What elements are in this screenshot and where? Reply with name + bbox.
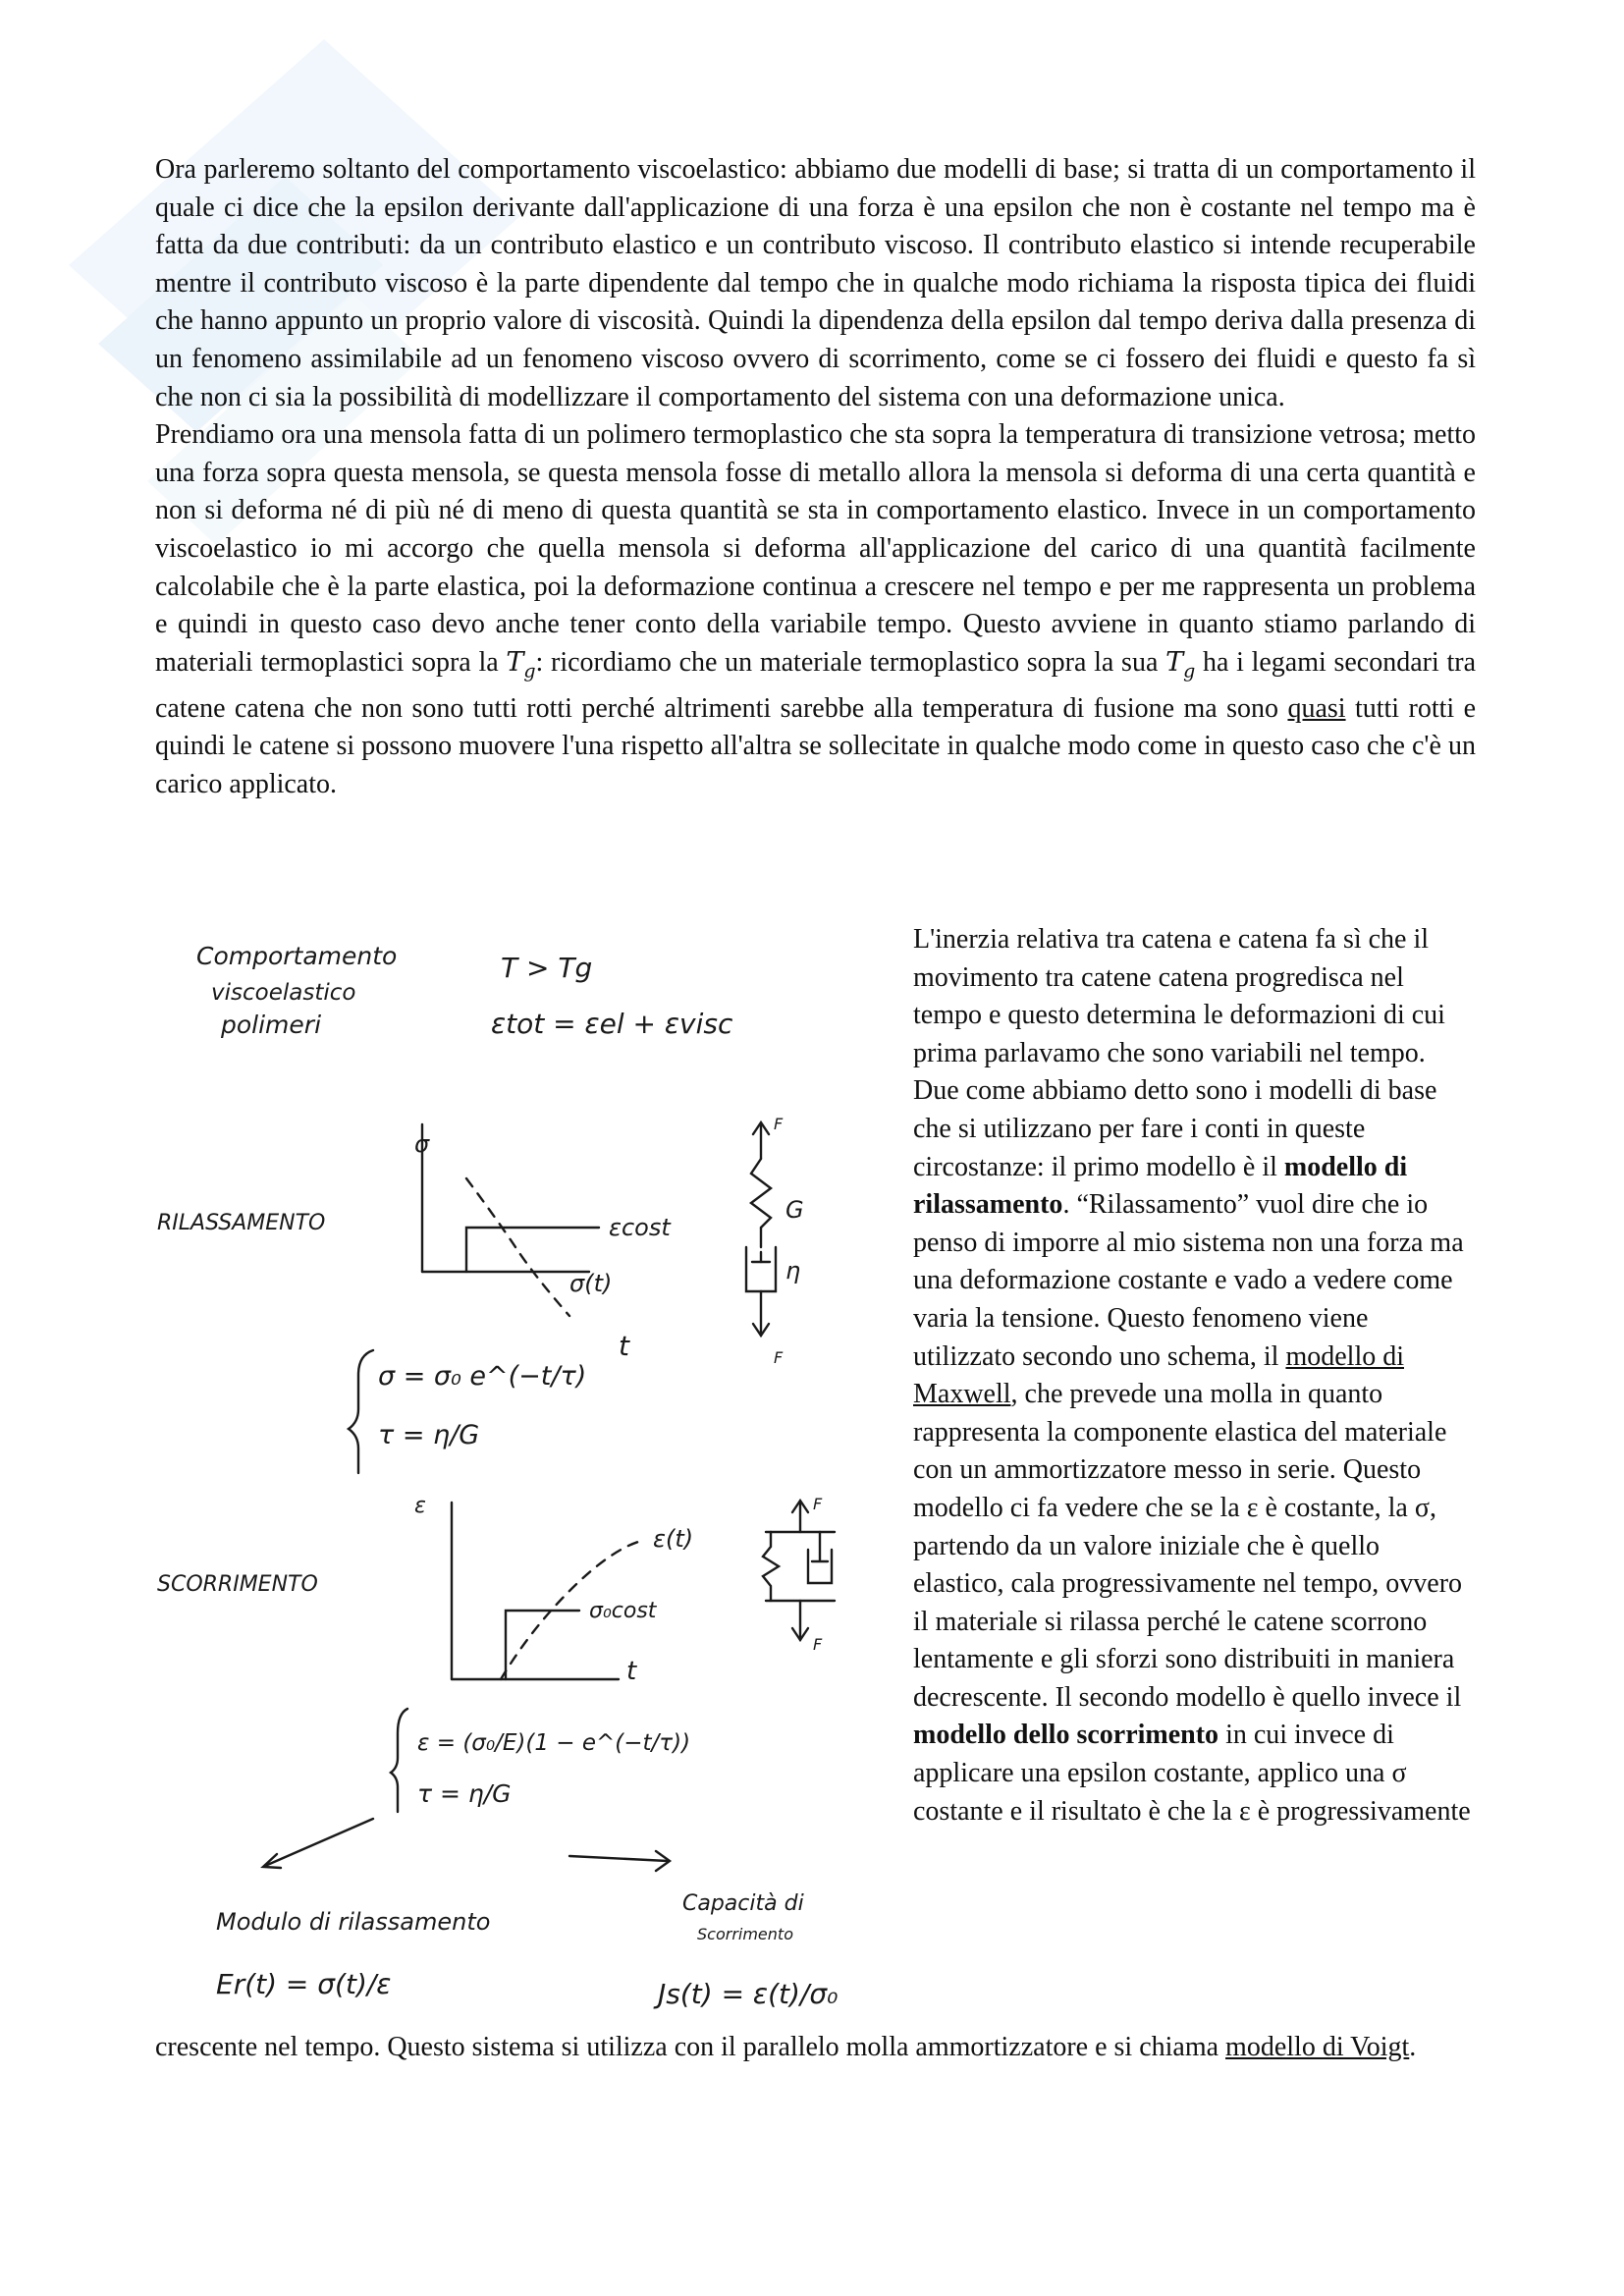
title-line-2: viscoelastico	[211, 980, 356, 1006]
maxwell-spring	[751, 1159, 771, 1228]
scor-sigma-cost-label: σ₀cost	[589, 1599, 657, 1623]
handwritten-diagram	[157, 923, 903, 2013]
tg-symbol: $T_g$	[506, 646, 536, 683]
link-voigt: modello di Voigt	[1225, 2032, 1410, 2062]
condition-t-tg: T > Tg	[501, 952, 593, 984]
rel-eps-cost-label: εcost	[609, 1214, 671, 1241]
body-text-top	[155, 151, 1476, 803]
scor-eps-t-label: ε(t)	[653, 1525, 694, 1553]
title-line-3: polimeri	[221, 1011, 322, 1039]
paragraph-voigt: crescente nel tempo. Questo sistema si utilizza con il parallelo molla ammortizzatore e si chiama modello di Voigt.	[155, 2032, 1417, 2062]
rel-sigma-curve	[466, 1178, 569, 1316]
tg-symbol: $T_g$	[1165, 646, 1196, 683]
scor-brace	[391, 1709, 407, 1812]
rel-sigma-t-label: σ(t)	[569, 1270, 613, 1297]
bold-modello-rilassamento: modello di rilassamento	[913, 1151, 1408, 1221]
maxwell-f-bottom: F	[774, 1348, 784, 1367]
body-text-bottom	[155, 2029, 1476, 2067]
label-scorrimento: SCORRIMENTO	[157, 1572, 318, 1597]
voigt-f-top: F	[813, 1495, 823, 1513]
capacita-scorrimento-label-1: Capacità di	[682, 1891, 804, 1916]
dashpot-eta-label: η	[785, 1257, 801, 1285]
scor-t-label: t	[626, 1657, 637, 1686]
rel-equation-2: τ = η/G	[378, 1420, 480, 1450]
scor-eps-label: ε	[414, 1494, 426, 1518]
title-line-1: Comportamento	[196, 942, 398, 970]
rel-t-label: t	[619, 1330, 629, 1362]
arrow-to-capacita	[569, 1856, 668, 1861]
link-maxwell: modello di Maxwell	[913, 1340, 1404, 1410]
voigt-f-bottom: F	[813, 1635, 823, 1654]
capacita-scorrimento-label-2: Scorrimento	[697, 1925, 793, 1943]
equation-total-strain: εtot = εel + εvisc	[491, 1008, 733, 1040]
paragraph-models: L'inerzia relativa tra catena e catena fa sì che il movimento tra catene catena progredisca nel tempo e questo determina le deformazioni di cui prima parlavamo che sono variabili nel tempo. Due come abbiamo detto sono i modelli di base che si utilizzano per fare i conti in queste circostanze: il primo modello è il modello di rilassamento. “Rilassamento” vuol dire che io penso di imporre al mio sistema non una forza ma una deformazione costante e vado a vedere come varia la tensione. Questo fenomeno viene utilizzato secondo uno schema, il modello di Maxwell, che prevede una molla in quanto rappresenta la componente elastica del materiale con un ammortizzatore messo in serie. Questo modello ci fa vedere che se la ε è costante, la σ, partendo da un valore iniziale che è quello elastico, cala progressivamente nel tempo, ovvero il materiale si rilassa perché le catene scorrono lentamente e gli sforzi sono distribuiti in maniera decrescente. Il secondo modello è quello invece il modello dello scorrimento in cui invece di applicare una epsilon costante, applico una σ costante e il risultato è che la ε è progressivamente	[913, 924, 1471, 1827]
rel-sigma-label: σ	[414, 1130, 430, 1158]
bold-modello-scorrimento: modello dello scorrimento	[913, 1720, 1219, 1751]
paragraph-mensola: Prendiamo ora una mensola fatta di un polimero termoplastico che sta sopra la temperatura di transizione vetrosa; metto una forza sopra questa mensola, se questa mensola fosse di metallo allora la mensola si deforma di una certa quantità e non si deforma né di più né di meno di questa quantità se sta in comportamento elastico. Invece in un comportamento viscoelastico io mi accorgo che quella mensola si deforma all'applicazione del carico di una quantità facilmente calcolabile che è la parte elastica, poi la deformazione continua a crescere nel tempo e per me rappresenta un problema e quindi in questo caso devo anche tener conto della variabile tempo. Questo avviene in quanto stiamo parlando di materiali termoplastici sopra la $T_g$: ricordiamo che un materiale termoplastico sopra la sua $T_g$ ha i legami secondari tra catene catena che non sono tutti rotti perché altrimenti sarebbe alla temperatura di fusione ma sono quasi tutti rotti e quindi le catene si possono muovere l'una rispetto all'altra se sollecitate in qualche modo come in questo caso che c'è un carico applicato.	[155, 419, 1476, 799]
rel-eps-cost-line	[466, 1228, 599, 1272]
voigt-spring	[763, 1532, 779, 1601]
scor-equation-2: τ = η/G	[417, 1779, 512, 1808]
scor-sigma-cost-line	[506, 1611, 579, 1679]
scor-equation-1: ε = (σ₀/E)(1 − e^(−t/τ))	[417, 1730, 691, 1756]
quasi-underlined: quasi	[1287, 692, 1346, 724]
voigt-dashpot	[808, 1532, 832, 1583]
modulo-rilassamento-eq: Er(t) = σ(t)/ε	[216, 1968, 392, 2000]
right-column-text	[913, 921, 1476, 1831]
rel-brace	[349, 1350, 373, 1473]
maxwell-f-top: F	[774, 1115, 784, 1133]
rel-equation-1: σ = σ₀ e^(−t/τ)	[378, 1361, 587, 1392]
modulo-rilassamento-label: Modulo di rilassamento	[216, 1908, 491, 1936]
label-rilassamento: RILASSAMENTO	[157, 1211, 326, 1235]
spring-g-label: G	[785, 1196, 804, 1224]
capacita-scorrimento-eq: Js(t) = ε(t)/σ₀	[658, 1978, 839, 2010]
arrow-to-modulo	[265, 1819, 373, 1866]
paragraph-viscoelastic-intro: Ora parleremo soltanto del comportamento viscoelastico: abbiamo due modelli di base; si tratta di un comportamento il quale ci dice che la epsilon derivante dall'applicazione di una forza è una epsilon che non è costante nel tempo ma è fatta da due contributi: da un contributo elastico e un contributo viscoso. Il contributo elastico si intende recuperabile mentre il contributo viscoso è la parte dipendente dal tempo che in qualche modo richiama la risposta tipica dei fluidi che hanno appunto un proprio valore di viscosità. Quindi la dipendenza della epsilon dal tempo deriva dalla presenza di un fenomeno assimilabile ad un fenomeno viscoso ovvero di scorrimento, come se ci fossero dei fluidi e questo fa sì che non ci sia la possibilità di modellizzare il comportamento del sistema con una deformazione unica.	[155, 154, 1476, 412]
